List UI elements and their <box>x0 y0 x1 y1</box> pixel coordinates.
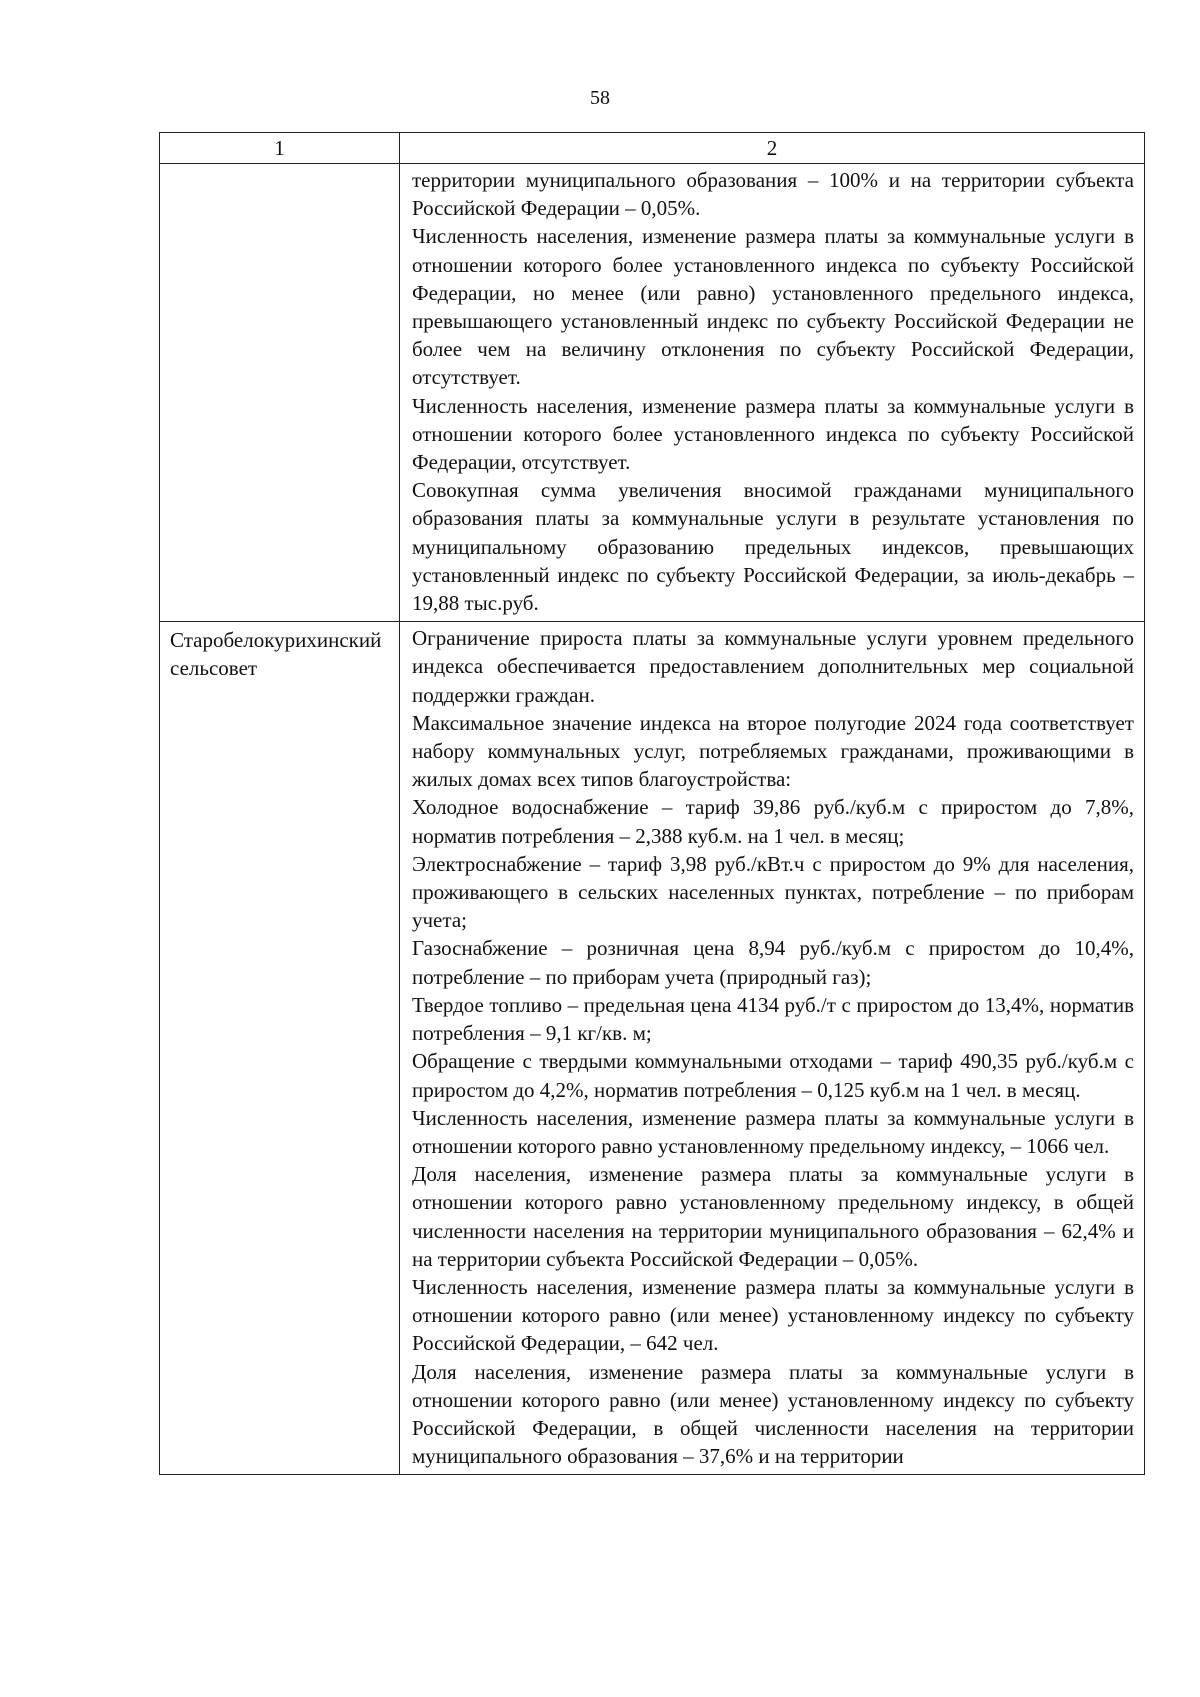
paragraph: Газоснабжение – розничная цена 8,94 руб./куб.м с приростом до 10,4%, потребление – по приборам учета (природный газ); <box>412 936 1134 989</box>
table-row <box>160 164 1145 622</box>
table-row <box>160 622 1145 1475</box>
paragraph: Обращение с твердыми коммунальными отходами – тариф 490,35 руб./куб.м с приростом до 4,2%, норматив потребления – 0,125 куб.м на 1 чел. в месяц. <box>412 1049 1134 1102</box>
municipality-name-cell: Старобелокурихинский сельсовет <box>160 622 400 1475</box>
paragraph: территории муниципального образования – 100% и на территории субъекта Российской Федерации – 0,05%. <box>412 168 1134 221</box>
municipality-name-cell <box>160 164 400 622</box>
paragraph: Холодное водоснабжение – тариф 39,86 руб./куб.м с приростом до 7,8%, норматив потребления – 2,388 куб.м. на 1 чел. в месяц; <box>412 795 1134 848</box>
page-number: 58 <box>590 87 610 109</box>
paragraph: Совокупная сумма увеличения вносимой гражданами муниципального образования платы за коммунальные услуги в результате установления по муниципальному образованию предельных индексов, превышающих установленный индекс по субъекту Российской Федерации, за июль-декабрь – 19,88 тыс.руб. <box>412 478 1134 616</box>
paragraph: Ограничение прироста платы за коммунальные услуги уровнем предельного индекса обеспечивается предоставлением дополнительных мер социальной поддержки граждан. <box>412 626 1134 707</box>
paragraph: Численность населения, изменение размера платы за коммунальные услуги в отношении которого более установленного индекса по субъекту Российской Федерации, отсутствует. <box>412 393 1134 475</box>
paragraph: Численность населения, изменение размера платы за коммунальные услуги в отношении которого более установленного индекса по субъекту Российской Федерации, но менее (или равно) установленного предельного индекса, превышающего установленный индекс по субъекту Российской Федерации не более чем на величину отклонения по субъекту Российской Федерации, отсутствует. <box>412 224 1134 390</box>
document-table <box>159 132 1145 1475</box>
description-cell <box>400 622 1145 1475</box>
paragraph: Электроснабжение – тариф 3,98 руб./кВт.ч с приростом до 9% для населения, проживающего в сельских населенных пунктах, потребление – по приборам учета; <box>412 851 1134 933</box>
paragraph: Численность населения, изменение размера платы за коммунальные услуги в отношении которого равно (или менее) установленному индексу по субъекту Российской Федерации, – 642 чел. <box>412 1274 1134 1356</box>
description-cell <box>400 164 1145 622</box>
column-header-2: 2 <box>400 133 1145 164</box>
paragraph: Доля населения, изменение размера платы за коммунальные услуги в отношении которого равно установленному предельному индексу, в общей численности населения на территории муниципального образования – 62,4% и на территории субъекта Российской Федерации – 0,05%. <box>412 1162 1134 1271</box>
paragraph: Численность населения, изменение размера платы за коммунальные услуги в отношении которого равно установленному предельному индексу, – 1066 чел. <box>412 1105 1134 1158</box>
paragraph: Твердое топливо – предельная цена 4134 руб./т с приростом до 13,4%, норматив потребления – 9,1 кг/кв. м; <box>412 992 1134 1046</box>
paragraph: Доля населения, изменение размера платы за коммунальные услуги в отношении которого равно (или менее) установленному индексу по субъекту Российской Федерации, в общей численности населения на территории муниципального образования – 37,6% и на территории <box>412 1359 1134 1469</box>
column-header-1: 1 <box>160 133 400 164</box>
table-header-row <box>160 133 1145 164</box>
paragraph: Максимальное значение индекса на второе полугодие 2024 года соответствует набору коммунальных услуг, потребляемых гражданами, проживающими в жилых домах всех типов благоустройства: <box>412 710 1134 792</box>
